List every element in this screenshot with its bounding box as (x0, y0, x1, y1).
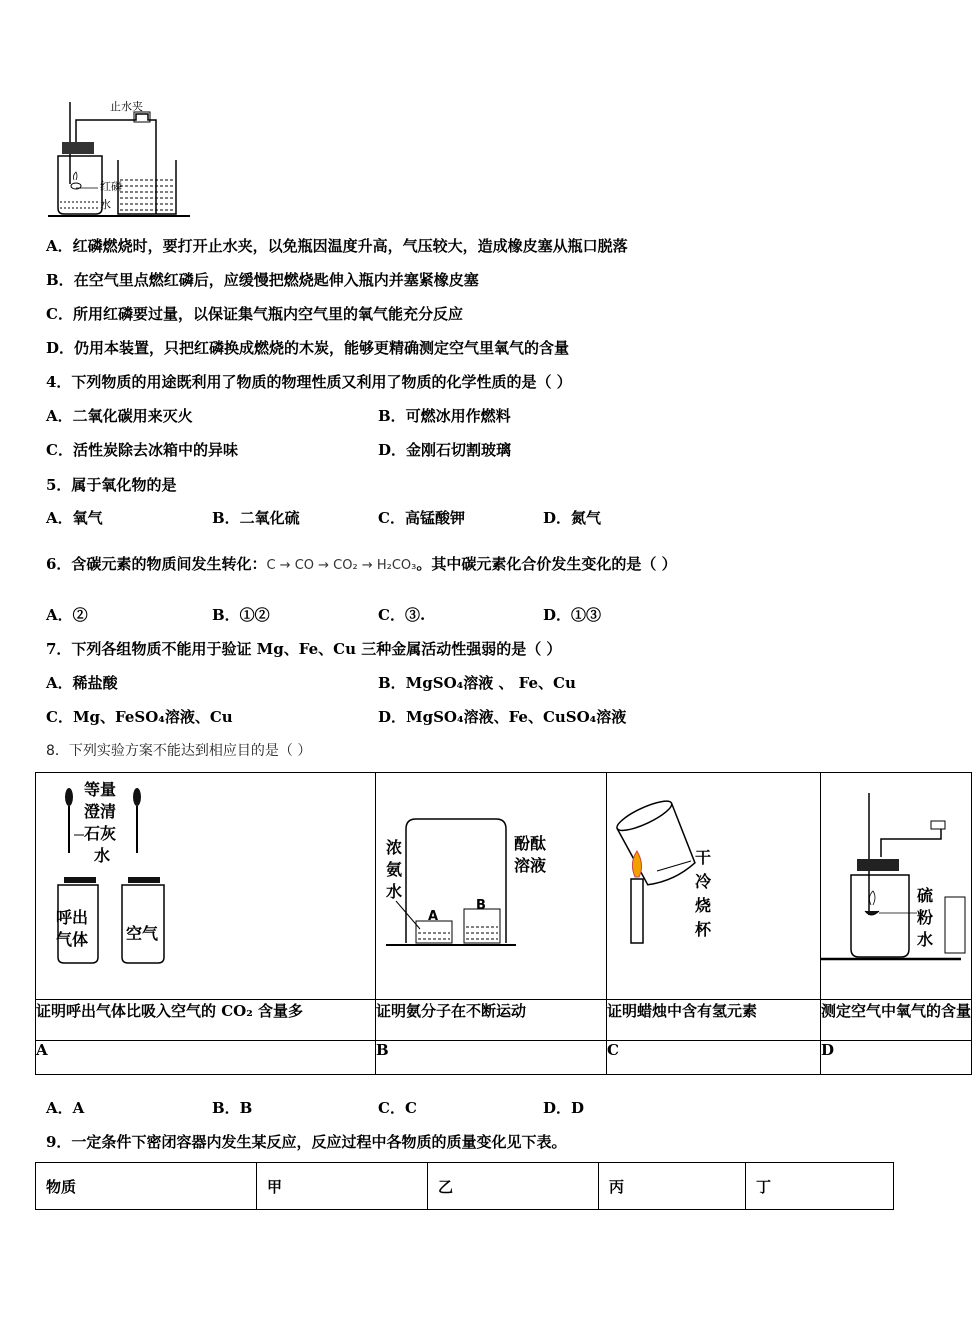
q5-option-a: A．氧气 (46, 509, 103, 527)
q5-option-d: D．氮气 (543, 509, 602, 527)
fig-b-left-2: 氨 (386, 860, 403, 879)
q3-option-b: B．在空气里点燃红磷后，应缓慢把燃烧匙伸入瓶内并塞紧橡皮塞 (46, 271, 479, 289)
fig-b-left-3: 水 (386, 882, 403, 901)
q3-option-c: C．所用红磷要过量，以保证集气瓶内空气里的氧气能充分反应 (46, 305, 463, 323)
fig-b-cup-a: A (428, 909, 439, 924)
q8-stem: 8．下列实验方案不能达到相应目的是（ ） (46, 743, 312, 759)
fig-a-label-4: 水 (94, 846, 111, 865)
q9-header-yi: 乙 (428, 1163, 599, 1210)
apparatus-figure (48, 98, 190, 220)
fig-c-candle-test (607, 773, 820, 995)
fig-b-right-1: 酚酞 (514, 834, 547, 853)
q7-option-d: D．MgSO₄溶液、Fe、CuSO₄溶液 (378, 708, 627, 726)
q8-caption-c: 证明蜡烛中含有氢元素 (607, 1000, 821, 1041)
q4-option-b: B．可燃冰用作燃料 (378, 407, 511, 425)
fig-b-right-2: 溶液 (514, 856, 547, 875)
q5-stem: 5．属于氧化物的是 (46, 476, 177, 494)
q6-stem: 6．含碳元素的物质间发生转化：C → CO → CO₂ → H₂CO₃。其中碳元素化合价发生变化的是（ ） (46, 555, 677, 573)
fig-d-label-1: 硫 (917, 886, 934, 905)
q8-fig-a-cell (36, 773, 376, 1000)
fig-d-oxygen-test (821, 773, 961, 995)
q9-table (35, 1162, 894, 1210)
fig-a-bottle1-label-1: 呼出 (56, 908, 89, 927)
q9-header-jia: 甲 (257, 1163, 428, 1210)
q8-fig-d-cell (821, 773, 972, 1000)
q7-stem: 7．下列各组物质不能用于验证 Mg、Fe、Cu 三种金属活动性强弱的是（ ） (46, 640, 562, 658)
q8-letter-a: A (36, 1041, 376, 1075)
q5-option-b: B．二氧化硫 (212, 509, 300, 527)
label-water: 水 (100, 198, 111, 211)
q4-stem: 4．下列物质的用途既利用了物质的物理性质又利用了物质的化学性质的是（ ） (46, 373, 572, 391)
q6-option-b: B．①② (212, 606, 270, 624)
fig-b-left-1: 浓 (386, 838, 403, 857)
q6-option-d: D．①③ (543, 606, 602, 624)
fig-d-label-3: 水 (917, 930, 934, 949)
fig-b-cup-b: B (476, 898, 486, 913)
q8-option-b: B．B (212, 1099, 253, 1117)
q6-option-c: C．③. (378, 606, 426, 624)
q5-option-c: C．高锰酸钾 (378, 509, 465, 527)
q3-option-a: A．红磷燃烧时，要打开止水夹，以免瓶因温度升高，气压较大，造成橡皮塞从瓶口脱落 (46, 237, 628, 255)
q8-option-d: D．D (543, 1099, 585, 1117)
fig-b-ammonia-test (376, 773, 606, 995)
q7-option-a: A．稀盐酸 (46, 674, 118, 692)
q8-option-c: C．C (378, 1099, 417, 1117)
q4-option-d: D．金刚石切割玻璃 (378, 441, 512, 459)
q9-header-ding: 丁 (746, 1163, 894, 1210)
fig-c-label-1: 干 (695, 848, 712, 867)
q8-option-a: A．A (46, 1099, 85, 1117)
q4-option-c: C．活性炭除去冰箱中的异味 (46, 441, 238, 459)
fig-a-label-3: 石灰 (84, 824, 117, 843)
fig-a-breath-test (36, 773, 375, 995)
q8-fig-c-cell (607, 773, 821, 1000)
q8-caption-d: 测定空气中氧气的含量 (821, 1000, 972, 1041)
fig-a-label-1: 等量 (84, 780, 117, 799)
q8-caption-a: 证明呼出气体比吸入空气的 CO₂ 含量多 (36, 1000, 376, 1041)
q8-letter-b: B (376, 1041, 607, 1075)
q8-letter-d: D (821, 1041, 972, 1075)
label-phosphorus: 红磷 (100, 180, 122, 193)
q3-option-d: D．仍用本装置，只把红磷换成燃烧的木炭，能够更精确测定空气里氧气的含量 (46, 339, 570, 357)
fig-d-label-2: 粉 (917, 908, 934, 927)
label-clamp: 止水夹 (110, 100, 143, 113)
fig-c-label-3: 烧 (695, 896, 712, 915)
q6-option-a: A．② (46, 606, 88, 624)
q8-table (35, 772, 972, 1075)
fig-a-label-2: 澄清 (84, 802, 117, 821)
q6-formula: C → CO → CO₂ → H₂CO₃ (266, 558, 417, 573)
q9-header-substance: 物质 (36, 1163, 257, 1210)
fig-c-label-4: 杯 (695, 920, 712, 939)
fig-c-label-2: 冷 (695, 872, 712, 891)
fig-a-bottle2-label: 空气 (126, 924, 159, 943)
q8-letter-c: C (607, 1041, 821, 1075)
q9-stem: 9．一定条件下密闭容器内发生某反应，反应过程中各物质的质量变化见下表。 (46, 1133, 567, 1151)
q8-fig-b-cell (376, 773, 607, 1000)
fig-a-bottle1-label-2: 气体 (56, 930, 89, 949)
q8-caption-b: 证明氨分子在不断运动 (376, 1000, 607, 1041)
q7-option-b: B．MgSO₄溶液 、 Fe、Cu (378, 674, 576, 692)
q4-option-a: A．二氧化碳用来灭火 (46, 407, 193, 425)
q7-option-c: C．Mg、FeSO₄溶液、Cu (46, 708, 233, 726)
q9-header-bing: 丙 (599, 1163, 746, 1210)
